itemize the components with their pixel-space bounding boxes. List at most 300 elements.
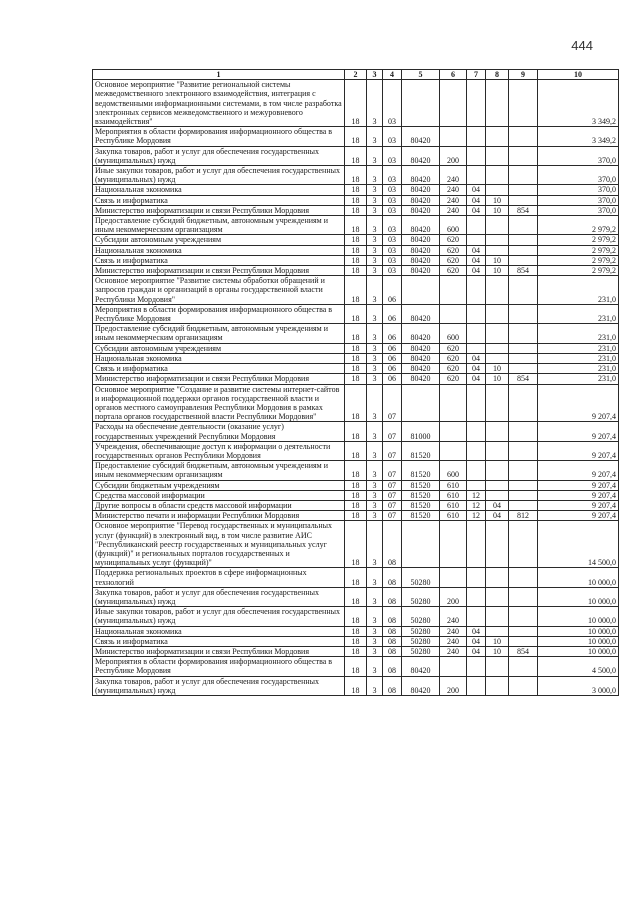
code-cell: 3: [367, 657, 383, 676]
code-cell: 80420: [402, 235, 440, 245]
table-row: [93, 255, 619, 265]
row-name-cell: Мероприятия в области формирования информационного общества в Республике Мордовия: [93, 304, 345, 323]
code-cell: 07: [383, 490, 402, 500]
code-cell: 18: [345, 266, 367, 276]
code-cell: 240: [440, 195, 467, 205]
code-cell: [486, 127, 509, 146]
code-cell: 10: [486, 266, 509, 276]
row-name-cell: Основное мероприятие "Перевод государственных и муниципальных услуг (функций) в электронный вид, в том числе развитие АИС "Республиканский реестр государственных и муниципальных услуг (функций)" и региональных порталов государственных и муниципальных услуг (функций)": [93, 521, 345, 568]
table-row: [93, 384, 619, 422]
row-name-cell: Предоставление субсидий бюджетным, автономным учреждениям и иным некоммерческим организациям: [93, 216, 345, 235]
row-name-cell: Закупка товаров, работ и услуг для обеспечения государственных (муниципальных) нужд: [93, 676, 345, 695]
code-cell: 200: [440, 146, 467, 165]
row-name-cell: Другие вопросы в области средств массовой информации: [93, 500, 345, 510]
header-cell: 2: [345, 70, 367, 80]
code-cell: 07: [383, 441, 402, 460]
code-cell: 854: [509, 266, 538, 276]
code-cell: 07: [383, 422, 402, 441]
code-cell: 3: [367, 266, 383, 276]
code-cell: [486, 276, 509, 305]
row-name-cell: Закупка товаров, работ и услуг для обеспечения государственных (муниципальных) нужд: [93, 587, 345, 606]
row-name-cell: Министерство печати и информации Республики Мордовия: [93, 511, 345, 521]
table-row: [93, 195, 619, 205]
row-name-cell: Поддержка региональных проектов в сфере информационных технологий: [93, 568, 345, 587]
code-cell: [467, 480, 486, 490]
code-cell: [467, 521, 486, 568]
code-cell: [486, 521, 509, 568]
code-cell: 04: [467, 646, 486, 656]
code-cell: [486, 676, 509, 695]
code-cell: 04: [467, 205, 486, 215]
code-cell: 3: [367, 607, 383, 626]
amount-cell: 9 207,4: [538, 511, 619, 521]
code-cell: 18: [345, 80, 367, 127]
row-name-cell: Мероприятия в области формирования информационного общества в Республике Мордовия: [93, 127, 345, 146]
code-cell: 06: [383, 304, 402, 323]
code-cell: 600: [440, 216, 467, 235]
code-cell: [467, 441, 486, 460]
table-row: [93, 235, 619, 245]
code-cell: [440, 521, 467, 568]
code-cell: [486, 480, 509, 490]
amount-cell: 3 349,2: [538, 80, 619, 127]
code-cell: 81520: [402, 441, 440, 460]
header-cell: 6: [440, 70, 467, 80]
code-cell: 07: [383, 461, 402, 480]
code-cell: 3: [367, 146, 383, 165]
code-cell: 240: [440, 646, 467, 656]
code-cell: 80420: [402, 324, 440, 343]
code-cell: 50280: [402, 587, 440, 606]
code-cell: 610: [440, 490, 467, 500]
row-name-cell: Связь и информатика: [93, 364, 345, 374]
code-cell: [440, 657, 467, 676]
row-name-cell: Министерство информатизации и связи Республики Мордовия: [93, 374, 345, 384]
table-row: [93, 480, 619, 490]
code-cell: 81520: [402, 490, 440, 500]
code-cell: 18: [345, 255, 367, 265]
amount-cell: 370,0: [538, 166, 619, 185]
code-cell: 08: [383, 568, 402, 587]
code-cell: [467, 568, 486, 587]
amount-cell: 231,0: [538, 304, 619, 323]
code-cell: 18: [345, 441, 367, 460]
code-cell: 04: [486, 511, 509, 521]
table-row: [93, 636, 619, 646]
code-cell: 3: [367, 364, 383, 374]
amount-cell: 9 207,4: [538, 441, 619, 460]
table-row: [93, 245, 619, 255]
code-cell: [402, 80, 440, 127]
code-cell: 04: [486, 500, 509, 510]
code-cell: [402, 276, 440, 305]
code-cell: [467, 324, 486, 343]
code-cell: 81520: [402, 461, 440, 480]
code-cell: [486, 441, 509, 460]
code-cell: 3: [367, 441, 383, 460]
code-cell: 04: [467, 626, 486, 636]
code-cell: [509, 500, 538, 510]
code-cell: 18: [345, 490, 367, 500]
code-cell: 03: [383, 185, 402, 195]
table-row: [93, 568, 619, 587]
code-cell: 3: [367, 521, 383, 568]
row-name-cell: Средства массовой информации: [93, 490, 345, 500]
code-cell: 3: [367, 185, 383, 195]
row-name-cell: Мероприятия в области формирования информационного общества в Республике Мордовия: [93, 657, 345, 676]
code-cell: [486, 146, 509, 165]
row-name-cell: Предоставление субсидий бюджетным, автономным учреждениям и иным некоммерческим организациям: [93, 324, 345, 343]
code-cell: 240: [440, 166, 467, 185]
code-cell: 18: [345, 276, 367, 305]
code-cell: 12: [467, 490, 486, 500]
code-cell: 3: [367, 511, 383, 521]
code-cell: [467, 461, 486, 480]
code-cell: 620: [440, 353, 467, 363]
code-cell: [486, 304, 509, 323]
code-cell: 04: [467, 636, 486, 646]
code-cell: 854: [509, 646, 538, 656]
code-cell: 08: [383, 657, 402, 676]
code-cell: 80420: [402, 195, 440, 205]
code-cell: [486, 461, 509, 480]
code-cell: 610: [440, 511, 467, 521]
code-cell: 18: [345, 235, 367, 245]
code-cell: 18: [345, 646, 367, 656]
code-cell: 03: [383, 255, 402, 265]
code-cell: [509, 490, 538, 500]
code-cell: 80420: [402, 676, 440, 695]
table-row: [93, 511, 619, 521]
amount-cell: 2 979,2: [538, 235, 619, 245]
code-cell: 3: [367, 422, 383, 441]
row-name-cell: Национальная экономика: [93, 185, 345, 195]
code-cell: [467, 384, 486, 422]
code-cell: 3: [367, 195, 383, 205]
code-cell: 06: [383, 353, 402, 363]
code-cell: 03: [383, 205, 402, 215]
code-cell: 80420: [402, 255, 440, 265]
code-cell: 08: [383, 587, 402, 606]
table-row: [93, 266, 619, 276]
code-cell: 18: [345, 127, 367, 146]
code-cell: 50280: [402, 646, 440, 656]
amount-cell: 231,0: [538, 276, 619, 305]
code-cell: 3: [367, 304, 383, 323]
table-row: [93, 353, 619, 363]
code-cell: 04: [467, 364, 486, 374]
code-cell: [509, 166, 538, 185]
table-row: [93, 587, 619, 606]
amount-cell: 2 979,2: [538, 216, 619, 235]
code-cell: [509, 146, 538, 165]
amount-cell: 10 000,0: [538, 607, 619, 626]
table-row: [93, 127, 619, 146]
code-cell: [509, 276, 538, 305]
table-row: [93, 216, 619, 235]
table-row: [93, 205, 619, 215]
row-name-cell: Основное мероприятие "Развитие системы обработки обращений и запросов граждан и организаций в органы государственной власти Республики Мордовия": [93, 276, 345, 305]
code-cell: [440, 304, 467, 323]
code-cell: 610: [440, 480, 467, 490]
table-header: [93, 70, 619, 80]
table-row: [93, 343, 619, 353]
code-cell: 854: [509, 205, 538, 215]
code-cell: [486, 607, 509, 626]
code-cell: [509, 521, 538, 568]
code-cell: 80420: [402, 266, 440, 276]
header-cell: 4: [383, 70, 402, 80]
table-row: [93, 646, 619, 656]
amount-cell: 370,0: [538, 146, 619, 165]
amount-cell: 231,0: [538, 374, 619, 384]
code-cell: 18: [345, 384, 367, 422]
row-name-cell: Субсидии автономным учреждениям: [93, 343, 345, 353]
code-cell: 3: [367, 276, 383, 305]
code-cell: [440, 276, 467, 305]
code-cell: 80420: [402, 353, 440, 363]
row-name-cell: Министерство информатизации и связи Республики Мордовия: [93, 266, 345, 276]
code-cell: 08: [383, 521, 402, 568]
code-cell: [402, 521, 440, 568]
code-cell: [509, 245, 538, 255]
table-row: [93, 500, 619, 510]
code-cell: 3: [367, 353, 383, 363]
amount-cell: 9 207,4: [538, 480, 619, 490]
code-cell: 04: [467, 353, 486, 363]
code-cell: [486, 490, 509, 500]
code-cell: 12: [467, 511, 486, 521]
table-row: [93, 441, 619, 460]
amount-cell: 10 000,0: [538, 646, 619, 656]
code-cell: 10: [486, 374, 509, 384]
code-cell: [486, 235, 509, 245]
row-name-cell: Субсидии автономным учреждениям: [93, 235, 345, 245]
code-cell: 18: [345, 195, 367, 205]
amount-cell: 231,0: [538, 324, 619, 343]
code-cell: 18: [345, 353, 367, 363]
table-row: [93, 80, 619, 127]
code-cell: [467, 146, 486, 165]
code-cell: 18: [345, 587, 367, 606]
code-cell: [509, 304, 538, 323]
table-row: [93, 166, 619, 185]
code-cell: [509, 235, 538, 245]
code-cell: [509, 480, 538, 490]
amount-cell: 231,0: [538, 343, 619, 353]
code-cell: 3: [367, 216, 383, 235]
code-cell: 50280: [402, 636, 440, 646]
code-cell: [467, 80, 486, 127]
code-cell: [509, 461, 538, 480]
code-cell: [486, 216, 509, 235]
code-cell: 240: [440, 185, 467, 195]
code-cell: 18: [345, 657, 367, 676]
code-cell: 3: [367, 166, 383, 185]
code-cell: [509, 676, 538, 695]
code-cell: [509, 353, 538, 363]
row-name-cell: Расходы на обеспечение деятельности (оказание услуг) государственных учреждений Республики Мордовия: [93, 422, 345, 441]
code-cell: 3: [367, 374, 383, 384]
code-cell: 18: [345, 343, 367, 353]
table-body: [93, 80, 619, 696]
code-cell: 620: [440, 245, 467, 255]
code-cell: 3: [367, 568, 383, 587]
code-cell: [440, 80, 467, 127]
table-row: [93, 521, 619, 568]
code-cell: [509, 127, 538, 146]
row-name-cell: Связь и информатика: [93, 195, 345, 205]
code-cell: [467, 166, 486, 185]
header-cell: 9: [509, 70, 538, 80]
amount-cell: 10 000,0: [538, 626, 619, 636]
table-row: [93, 490, 619, 500]
code-cell: [509, 185, 538, 195]
table-row: [93, 304, 619, 323]
code-cell: 620: [440, 374, 467, 384]
amount-cell: 14 500,0: [538, 521, 619, 568]
code-cell: 03: [383, 216, 402, 235]
code-cell: 3: [367, 676, 383, 695]
code-cell: 600: [440, 461, 467, 480]
code-cell: 03: [383, 235, 402, 245]
code-cell: 08: [383, 646, 402, 656]
amount-cell: 4 500,0: [538, 657, 619, 676]
code-cell: [509, 636, 538, 646]
row-name-cell: Иные закупки товаров, работ и услуг для обеспечения государственных (муниципальных) нужд: [93, 166, 345, 185]
code-cell: 50280: [402, 626, 440, 636]
code-cell: 3: [367, 490, 383, 500]
amount-cell: 10 000,0: [538, 568, 619, 587]
page-number: 444: [571, 38, 593, 53]
code-cell: [486, 245, 509, 255]
code-cell: [440, 422, 467, 441]
code-cell: 80420: [402, 146, 440, 165]
code-cell: 10: [486, 195, 509, 205]
code-cell: 03: [383, 127, 402, 146]
code-cell: 3: [367, 343, 383, 353]
code-cell: 18: [345, 205, 367, 215]
code-cell: [467, 127, 486, 146]
code-cell: 18: [345, 461, 367, 480]
amount-cell: 10 000,0: [538, 587, 619, 606]
amount-cell: 231,0: [538, 353, 619, 363]
code-cell: 18: [345, 185, 367, 195]
code-cell: 620: [440, 364, 467, 374]
code-cell: [467, 422, 486, 441]
code-cell: 04: [467, 255, 486, 265]
code-cell: 80420: [402, 374, 440, 384]
code-cell: 18: [345, 626, 367, 636]
amount-cell: 2 979,2: [538, 255, 619, 265]
code-cell: 08: [383, 607, 402, 626]
code-cell: [467, 235, 486, 245]
code-cell: [486, 568, 509, 587]
table-row: [93, 374, 619, 384]
code-cell: [509, 216, 538, 235]
code-cell: 18: [345, 146, 367, 165]
code-cell: 50280: [402, 568, 440, 587]
header-cell: 5: [402, 70, 440, 80]
amount-cell: 2 979,2: [538, 245, 619, 255]
code-cell: 10: [486, 255, 509, 265]
code-cell: 3: [367, 80, 383, 127]
code-cell: 06: [383, 364, 402, 374]
code-cell: 10: [486, 646, 509, 656]
code-cell: 04: [467, 266, 486, 276]
code-cell: 600: [440, 324, 467, 343]
code-cell: 03: [383, 195, 402, 205]
budget-table: [92, 69, 619, 696]
code-cell: 620: [440, 266, 467, 276]
code-cell: [486, 80, 509, 127]
code-cell: 3: [367, 205, 383, 215]
code-cell: 80420: [402, 166, 440, 185]
row-name-cell: Национальная экономика: [93, 245, 345, 255]
amount-cell: 9 207,4: [538, 500, 619, 510]
code-cell: 3: [367, 626, 383, 636]
code-cell: 200: [440, 676, 467, 695]
code-cell: 80420: [402, 343, 440, 353]
table-row: [93, 324, 619, 343]
code-cell: 07: [383, 500, 402, 510]
table-row: [93, 626, 619, 636]
code-cell: 18: [345, 304, 367, 323]
code-cell: 18: [345, 480, 367, 490]
code-cell: 620: [440, 235, 467, 245]
code-cell: 03: [383, 146, 402, 165]
code-cell: 04: [467, 245, 486, 255]
code-cell: 80420: [402, 185, 440, 195]
code-cell: 81000: [402, 422, 440, 441]
code-cell: [486, 657, 509, 676]
row-name-cell: Национальная экономика: [93, 626, 345, 636]
amount-cell: 9 207,4: [538, 384, 619, 422]
code-cell: [467, 607, 486, 626]
code-cell: 10: [486, 205, 509, 215]
code-cell: 07: [383, 384, 402, 422]
code-cell: 18: [345, 676, 367, 695]
code-cell: [509, 626, 538, 636]
code-cell: 03: [383, 166, 402, 185]
amount-cell: 9 207,4: [538, 490, 619, 500]
code-cell: 3: [367, 461, 383, 480]
code-cell: [509, 195, 538, 205]
table-row: [93, 185, 619, 195]
code-cell: [509, 384, 538, 422]
code-cell: 81520: [402, 480, 440, 490]
header-row: [93, 70, 619, 80]
code-cell: 240: [440, 626, 467, 636]
code-cell: 08: [383, 636, 402, 646]
code-cell: [509, 441, 538, 460]
code-cell: 18: [345, 166, 367, 185]
code-cell: 81520: [402, 511, 440, 521]
code-cell: [467, 216, 486, 235]
code-cell: [486, 384, 509, 422]
code-cell: [467, 587, 486, 606]
row-name-cell: Предоставление субсидий бюджетным, автономным учреждениям и иным некоммерческим организациям: [93, 461, 345, 480]
code-cell: 03: [383, 80, 402, 127]
code-cell: 3: [367, 384, 383, 422]
code-cell: 18: [345, 521, 367, 568]
header-cell: 8: [486, 70, 509, 80]
code-cell: [440, 127, 467, 146]
code-cell: [486, 324, 509, 343]
code-cell: 80420: [402, 657, 440, 676]
code-cell: [509, 343, 538, 353]
code-cell: 06: [383, 276, 402, 305]
